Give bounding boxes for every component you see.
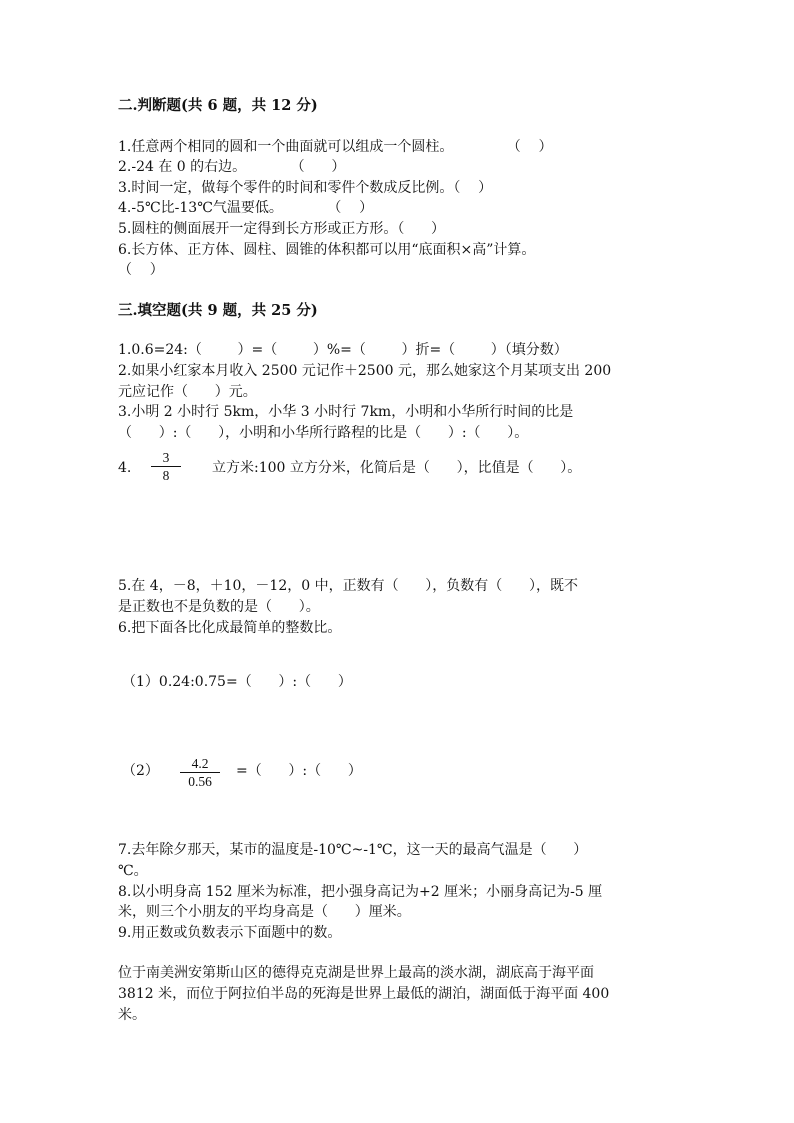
fill-question-4-text: 立方米:100 立方分米，化简后是（ ），比值是（ ）。 bbox=[212, 460, 582, 476]
fill-question-2-line-2: 元应记作（ ）元。 bbox=[118, 384, 257, 400]
fill-question-5-line-2: 是正数也不是负数的是（ ）。 bbox=[118, 599, 320, 615]
fill-question-6: 6.把下面各比化成最简单的整数比。 bbox=[118, 620, 342, 636]
fraction-numerator: 3 bbox=[162, 450, 170, 465]
fill-question-8-line-1: 8.以小明身高 152 厘米为标准，把小强身高记为+2 厘米；小丽身高记为-5 厘 bbox=[118, 884, 603, 900]
judgment-item-4: 4.-5℃比-13℃气温要低。 （ ） bbox=[118, 200, 374, 216]
fill-question-2-line-1: 2.如果小红家本月收入 2500 元记作＋2500 元，那么她家这个月某项支出 200 bbox=[118, 363, 612, 379]
lake-paragraph-line-2: 3812 米，而位于阿拉伯半岛的死海是世界上最低的湖泊，湖面低于海平面 400 bbox=[118, 986, 610, 1002]
fraction-denominator: 0.56 bbox=[188, 774, 212, 789]
judgment-item-1: 1.任意两个相同的圆和一个曲面就可以组成一个圆柱。 （ ） bbox=[118, 139, 553, 155]
fill-question-8-line-2: 米，则三个小朋友的平均身高是（ ）厘米。 bbox=[118, 904, 411, 920]
fraction-denominator: 8 bbox=[162, 468, 170, 483]
fraction-bar bbox=[180, 772, 220, 773]
fill-question-1: 1.0.6=24:（ ）=（ ）%=（ ）折=（ ）（填分数） bbox=[118, 342, 568, 358]
judgment-item-5: 5.圆柱的侧面展开一定得到长方形或正方形。（ ） bbox=[118, 221, 446, 237]
fill-question-6-sub-2-text: =（ ）:（ ） bbox=[236, 763, 362, 779]
fill-question-3-line-2: （ ）:（ ），小明和小华所行路程的比是（ ）:（ ）。 bbox=[118, 425, 529, 441]
fill-question-7-line-2: ℃。 bbox=[118, 863, 148, 879]
fill-question-7-line-1: 7.去年除夕那天，某市的温度是-10℃~-1℃，这一天的最高气温是（ ） bbox=[118, 842, 588, 858]
judgment-item-3: 3.时间一定，做每个零件的时间和零件个数成反比例。（ ） bbox=[118, 180, 493, 196]
fraction-4-2-over-0-56 bbox=[180, 756, 220, 789]
judgment-item-6: 6.长方体、正方体、圆柱、圆锥的体积都可以用“底面积×高”计算。 bbox=[118, 242, 536, 258]
fill-question-9: 9.用正数或负数表示下面题中的数。 bbox=[118, 925, 342, 941]
fill-question-4-number: 4. bbox=[118, 460, 132, 476]
lake-paragraph-line-3: 米。 bbox=[118, 1007, 146, 1023]
judgment-item-2: 2.-24 在 0 的右边。 （ ） bbox=[118, 159, 346, 175]
section-2-heading: 二.判断题(共 6 题，共 12 分) bbox=[118, 97, 318, 114]
section-3-heading: 三.填空题(共 9 题，共 25 分) bbox=[118, 302, 318, 319]
fill-question-3-line-1: 3.小明 2 小时行 5km，小华 3 小时行 7km，小明和小华所行时间的比是 bbox=[118, 404, 574, 420]
judgment-item-6-answer: （ ） bbox=[118, 262, 164, 278]
lake-paragraph-line-1: 位于南美洲安第斯山区的德得克克湖是世界上最高的淡水湖，湖底高于海平面 bbox=[118, 965, 594, 981]
fill-question-5-line-1: 5.在 4，－8，＋10，－12，0 中，正数有（ ），负数有（ ），既不 bbox=[118, 578, 579, 594]
fraction-numerator: 4.2 bbox=[191, 756, 209, 771]
fill-question-6-sub-1: （1）0.24:0.75=（ ）:（ ） bbox=[122, 674, 352, 690]
fill-question-6-sub-2-label: （2） bbox=[122, 763, 159, 779]
fraction-bar bbox=[151, 466, 181, 467]
fraction-three-eighths bbox=[151, 450, 181, 483]
